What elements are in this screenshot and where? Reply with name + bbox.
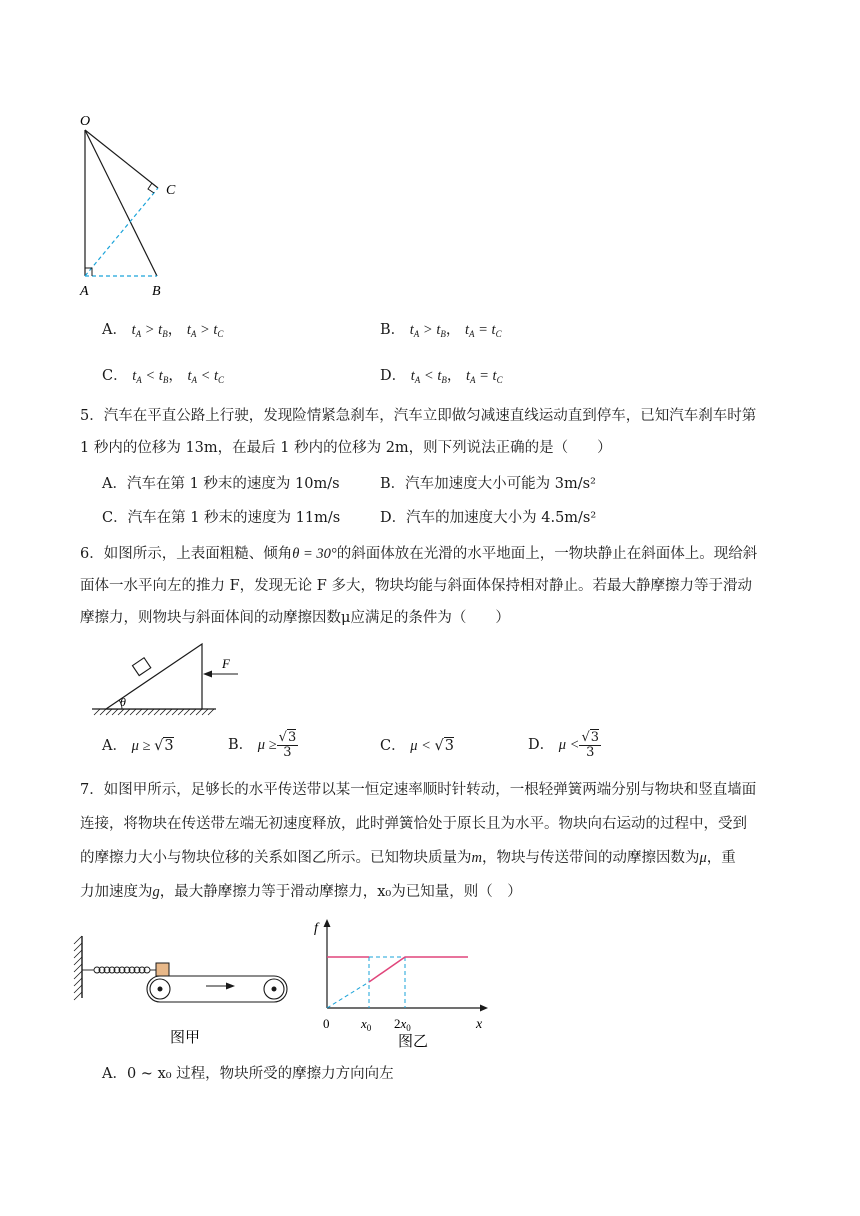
q5-option-c[interactable]: C．汽车在第 1 秒末的速度为 11m/s: [102, 510, 341, 526]
q7-stem-line1: 7．如图甲所示，足够长的水平传送带以某一恒定速率顺时针转动，一根轻弹簧两端分别与物块和竖直墙面: [80, 782, 757, 798]
label-fig-jia: 图甲: [170, 1030, 201, 1046]
block: [156, 963, 169, 976]
q6-stem-line2: 面体一水平向左的推力 F，发现无论 F 多大，物块均能与斜面体保持相对静止。若最大静摩擦力等于滑动: [80, 578, 752, 594]
spring: [82, 967, 156, 973]
label-A: A: [80, 284, 89, 299]
roller-right-center: [272, 987, 277, 992]
ground-hatch: [94, 709, 214, 715]
line-OC: [85, 130, 158, 188]
friction-curve-rise: [369, 957, 405, 982]
q6-option-c[interactable]: C． μ < √3: [380, 738, 455, 754]
label-B: B: [152, 284, 161, 299]
x-axis-arrow: [480, 1005, 488, 1012]
label-fig-yi: 图乙: [398, 1034, 429, 1050]
q6-option-b[interactable]: B． μ ≥ $\frac{√3}{3}$: [228, 729, 297, 760]
q5-stem-line2: 1 秒内的位移为 13m，在最后 1 秒内的位移为 2m，则下列说法正确的是（ ）: [80, 440, 612, 456]
belt-direction-arrowhead: [226, 983, 235, 990]
figure-incline: [88, 636, 258, 718]
q5-option-a[interactable]: A．汽车在第 1 秒末的速度为 10m/s: [102, 476, 340, 492]
roller-left-center: [158, 987, 163, 992]
figure-fx-graph: [306, 916, 496, 1050]
tick-x0: $x_0$: [361, 1016, 372, 1033]
label-O: O: [80, 114, 91, 129]
figure-conveyor: [70, 926, 292, 1050]
label-theta: θ: [120, 695, 126, 709]
line-OB: [85, 130, 157, 276]
q4-option-c[interactable]: C． $t_A < t_B$， $t_A < t_C$: [102, 368, 225, 385]
q7-stem-line2: 连接，将物块在传送带左端无初速度释放，此时弹簧恰处于原长且为水平。物块向右运动的过程中，受到: [80, 816, 747, 832]
q6-option-d[interactable]: D． μ < $\frac{√3}{3}$: [528, 729, 600, 760]
label-F: F: [222, 656, 230, 671]
tick-2x0: $2x_0$: [394, 1016, 411, 1033]
line-AC: [85, 188, 158, 276]
wall-hatch: [74, 936, 82, 1000]
q7-stem-line4: 力加速度为g，最大静摩擦力等于滑动摩擦力，x₀为已知量，则（ ）: [80, 884, 522, 900]
axis-label-x: x: [476, 1017, 483, 1032]
label-C: C: [166, 183, 176, 198]
axis-label-f: f: [314, 921, 318, 936]
q5-option-b[interactable]: B．汽车加速度大小可能为 3m/s²: [380, 476, 596, 492]
q7-stem-line3: 的摩擦力大小与物块位移的关系如图乙所示。已知物块质量为m，物块与传送带间的动摩擦因数为μ，重: [80, 850, 736, 866]
q4-option-b[interactable]: B． $t_A > t_B$， $t_A = t_C$: [380, 322, 502, 339]
q5-option-d[interactable]: D．汽车的加速度大小为 4.5m/s²: [380, 510, 597, 526]
y-axis-arrow: [324, 919, 331, 927]
q6-stem-line1: 6．如图所示，上表面粗糙、倾角θ = 30°的斜面体放在光滑的水平地面上，一物块静止在斜面体上。现给斜: [80, 546, 758, 562]
block-on-incline: [132, 658, 150, 676]
q4-option-d[interactable]: D． $t_A < t_B$， $t_A = t_C$: [380, 368, 503, 385]
q6-stem-line3: 摩擦力，则物块与斜面体间的动摩擦因数μ应满足的条件为（ ）: [80, 610, 510, 626]
q4-option-a[interactable]: A． $t_A > t_B$， $t_A > t_C$: [102, 322, 224, 339]
figure-triangle: [70, 108, 210, 300]
force-arrowhead: [203, 671, 212, 678]
q5-stem-line1: 5．汽车在平直公路上行驶，发现险情紧急刹车，汽车立即做匀减速直线运动直到停车，已知汽车刹车时第: [80, 408, 757, 424]
conveyor-belt: [147, 976, 287, 1002]
tick-0: 0: [323, 1016, 330, 1031]
q7-option-a[interactable]: A．0 ~ x₀ 过程，物块所受的摩擦力方向向左: [102, 1066, 394, 1082]
guide-slope-dashed: [327, 982, 369, 1008]
q6-option-a[interactable]: A． μ ≥ √3: [102, 738, 174, 754]
